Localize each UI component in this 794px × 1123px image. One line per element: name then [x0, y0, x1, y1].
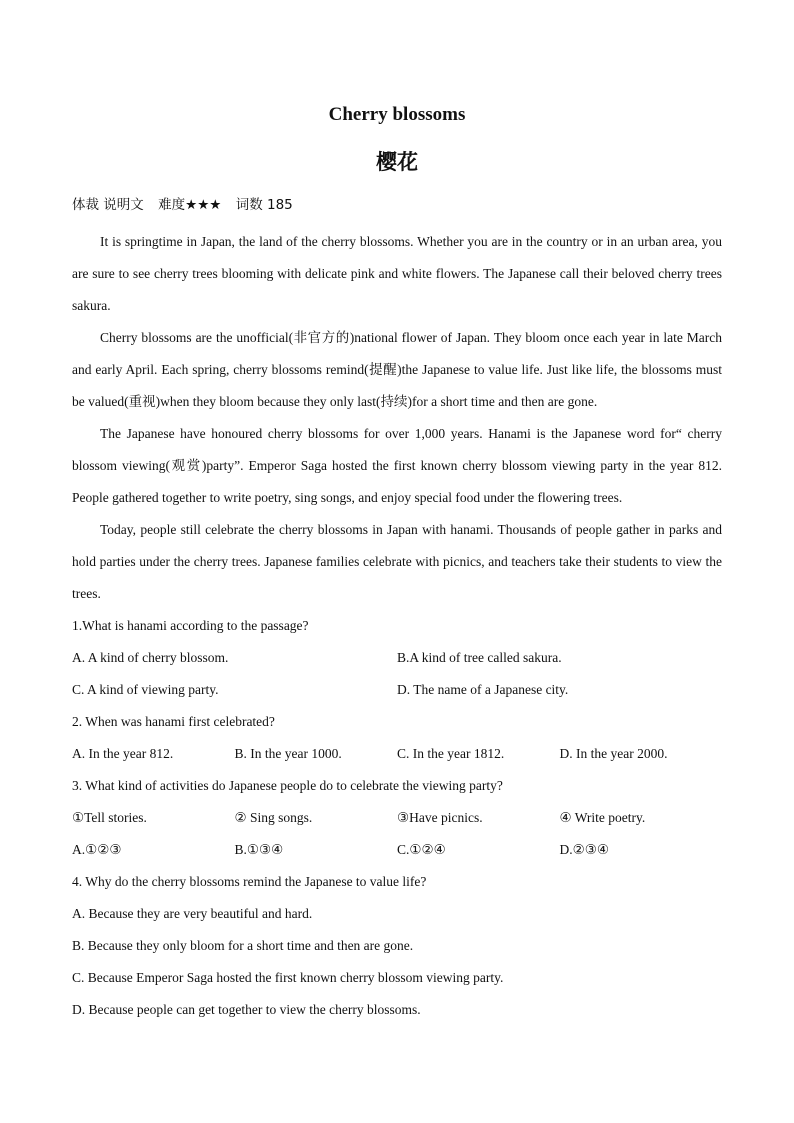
question-2-options [72, 738, 722, 770]
page-title: Cherry blossoms [328, 104, 466, 125]
statement-4: ④ Write poetry. [559, 810, 646, 825]
option-c: C. A kind of viewing party. [72, 682, 219, 697]
paragraph: The Japanese have honoured cherry blossoms for over 1,000 years. Hanami is the Japanese word for“ cherry blossom viewing(观赏)party”. Emperor Saga hosted the first known cherry blossom viewing party in the year 812. People gathered together to write poetry, sing songs, and enjoy special food under the flowering trees. [72, 426, 722, 505]
option-d: D.②③④ [559, 842, 609, 857]
option-a: A.①②③ [72, 842, 122, 857]
article-meta [72, 193, 303, 213]
question-3-stem: 3. What kind of activities do Japanese people do to celebrate the viewing party? [72, 778, 503, 793]
option-d: D. The name of a Japanese city. [397, 682, 569, 697]
option-c: C. In the year 1812. [397, 746, 505, 761]
option-d: D. In the year 2000. [559, 746, 668, 761]
question-3-options [72, 834, 722, 866]
paragraph: Today, people still celebrate the cherry blossoms in Japan with hanami. Thousands of people gather in parks and hold parties under the cherry trees. Japanese families celebrate with picnics, and teachers take their students to view the trees. [72, 522, 722, 601]
question-4-stem: 4. Why do the cherry blossoms remind the Japanese to value life? [72, 874, 427, 889]
option-a: A. Because they are very beautiful and hard. [72, 906, 313, 921]
genre-label: 体裁 说明文 [72, 197, 144, 213]
statement-3: ③Have picnics. [397, 810, 483, 825]
option-b: B.①③④ [234, 842, 284, 857]
option-d: D. Because people can get together to view the cherry blossoms. [72, 1002, 421, 1017]
question-3-statements [72, 802, 722, 834]
difficulty-label: 难度★★★ [158, 197, 222, 213]
option-c: C. Because Emperor Saga hosted the first known cherry blossom viewing party. [72, 970, 504, 985]
statement-2: ② Sing songs. [234, 810, 313, 825]
statement-1: ①Tell stories. [72, 810, 147, 825]
article-content [72, 226, 722, 1026]
page-subtitle: 樱花 [376, 150, 418, 174]
option-b: B. Because they only bloom for a short time and then are gone. [72, 938, 414, 953]
option-b: B.A kind of tree called sakura. [397, 650, 562, 665]
question-1-options-row-2 [72, 674, 722, 706]
paragraph: It is springtime in Japan, the land of the cherry blossoms. Whether you are in the country or in an urban area, you are sure to see cherry trees blooming with delicate pink and white flowers. The Japanese call their beloved cherry trees sakura. [72, 234, 722, 313]
word-count-label: 词数 185 [235, 197, 293, 213]
question-1-options-row-1 [72, 642, 722, 674]
option-c: C.①②④ [397, 842, 446, 857]
paragraph: Cherry blossoms are the unofficial(非官方的)national flower of Japan. They bloom once each year in late March and early April. Each spring, cherry blossoms remind(提醒)the Japanese to value life. Just like life, the blossoms must be valued(重视)when they bloom because they only last(持续)for a short time and then are gone. [72, 330, 722, 409]
option-a: A. A kind of cherry blossom. [72, 650, 229, 665]
question-2-stem: 2. When was hanami first celebrated? [72, 714, 275, 729]
option-a: A. In the year 812. [72, 746, 174, 761]
question-1-stem: 1.What is hanami according to the passage? [72, 618, 309, 633]
option-b: B. In the year 1000. [234, 746, 342, 761]
